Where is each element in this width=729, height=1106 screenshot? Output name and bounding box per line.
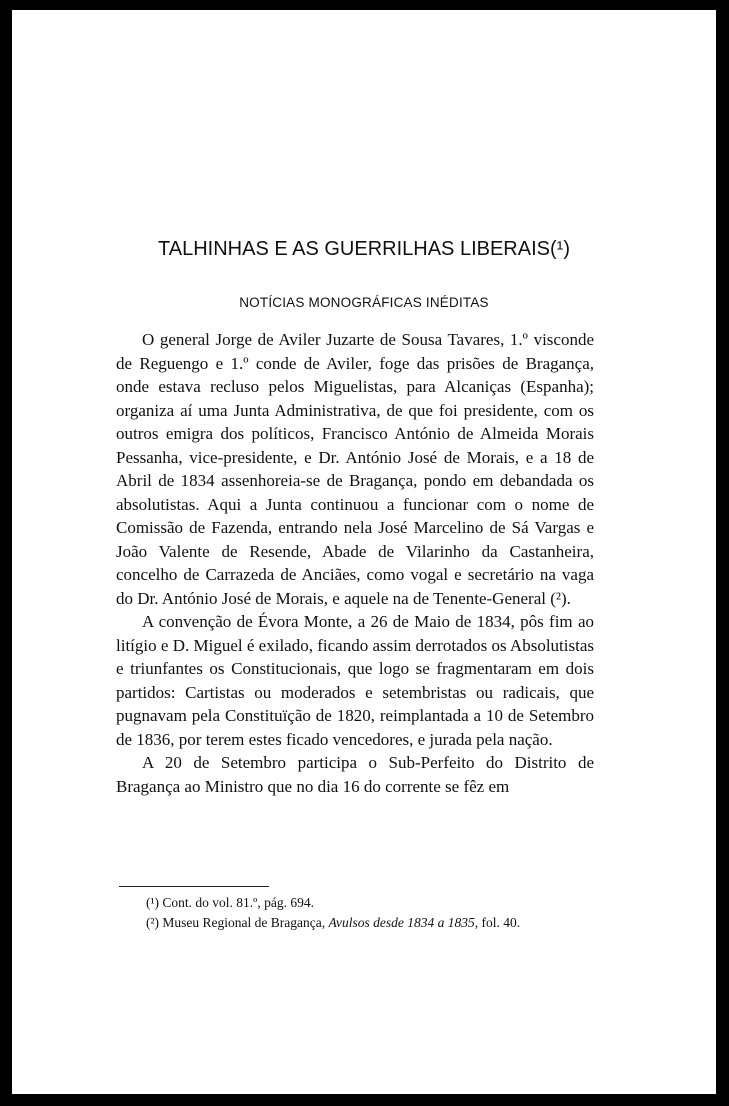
footnote-divider — [119, 886, 269, 887]
footnotes — [146, 893, 616, 933]
footnote-1 — [146, 893, 616, 913]
paragraph-3: A 20 de Setembro participa o Sub-Perfeito do Distrito de Bragança ao Ministro que no dia 16 do corrente se fêz em — [116, 753, 594, 796]
footnote-2-mark: (²) — [146, 915, 160, 930]
paragraph-1 — [116, 328, 594, 610]
footnote-2-italic: Avulsos desde 1834 a 1835, — [328, 915, 479, 930]
paragraph-1-footnote-ref: (²). — [550, 588, 571, 608]
footnote-2-prefix: Museu Regional de Bragança, — [162, 915, 326, 930]
title-text: TALHINHAS E AS GUERRILHAS LIBERAIS — [158, 238, 550, 260]
footnote-2 — [146, 913, 616, 933]
document-page — [12, 10, 716, 1094]
footnote-2-suffix: fol. 40. — [481, 915, 521, 930]
title-footnote-ref: (¹) — [550, 238, 570, 260]
page-subtitle: NOTÍCIAS MONOGRÁFICAS INÉDITAS — [239, 295, 489, 310]
footnote-1-mark: (¹) — [146, 895, 160, 910]
page-title — [12, 238, 716, 261]
paragraph-2: A convenção de Évora Monte, a 26 de Maio de 1834, pôs fim ao litígio e D. Miguel é exilado, ficando assim derrotados os Absolutistas e triunfantes os Constitucionais, que logo se fragmentaram em dois partidos: Cartistas ou moderados e setembristas ou radicais, que pugnavam pela Constituïção de 1820, reimplantada a 10 de Setembro de 1836, por terem estes ficado vencedores, e jurada pela nação. — [116, 612, 594, 749]
footnote-1-text: Cont. do vol. 81.º, pág. 694. — [162, 895, 314, 910]
body-text — [116, 328, 594, 798]
paragraph-1-text: O general Jorge de Aviler Juzarte de Sousa Tavares, 1.º visconde de Reguengo e 1.º conde de Aviler, foge das prisões de Bragança, onde estava recluso pelos Miguelistas, para Alcaniças (Espanha); organiza aí uma Junta Administrativa, de que foi presidente, com os outros emigra dos políticos, Francisco António de Almeida Morais Pessanha, vice-presidente, e Dr. António José de Morais, e a 18 de Abril de 1834 assenhoreia-se de Bragança, pondo em debandada os absolutistas. Aqui a Junta continuou a funcionar com o nome de Comissão de Fazenda, entrando nela José Marcelino de Sá Vargas e João Valente de Resende, Abade de Vilarinho da Castanheira, concelho de Carrazeda de Anciães, como vogal e secretário na vaga do Dr. António José de Morais, e aquele na de Tenente-General — [116, 330, 594, 608]
